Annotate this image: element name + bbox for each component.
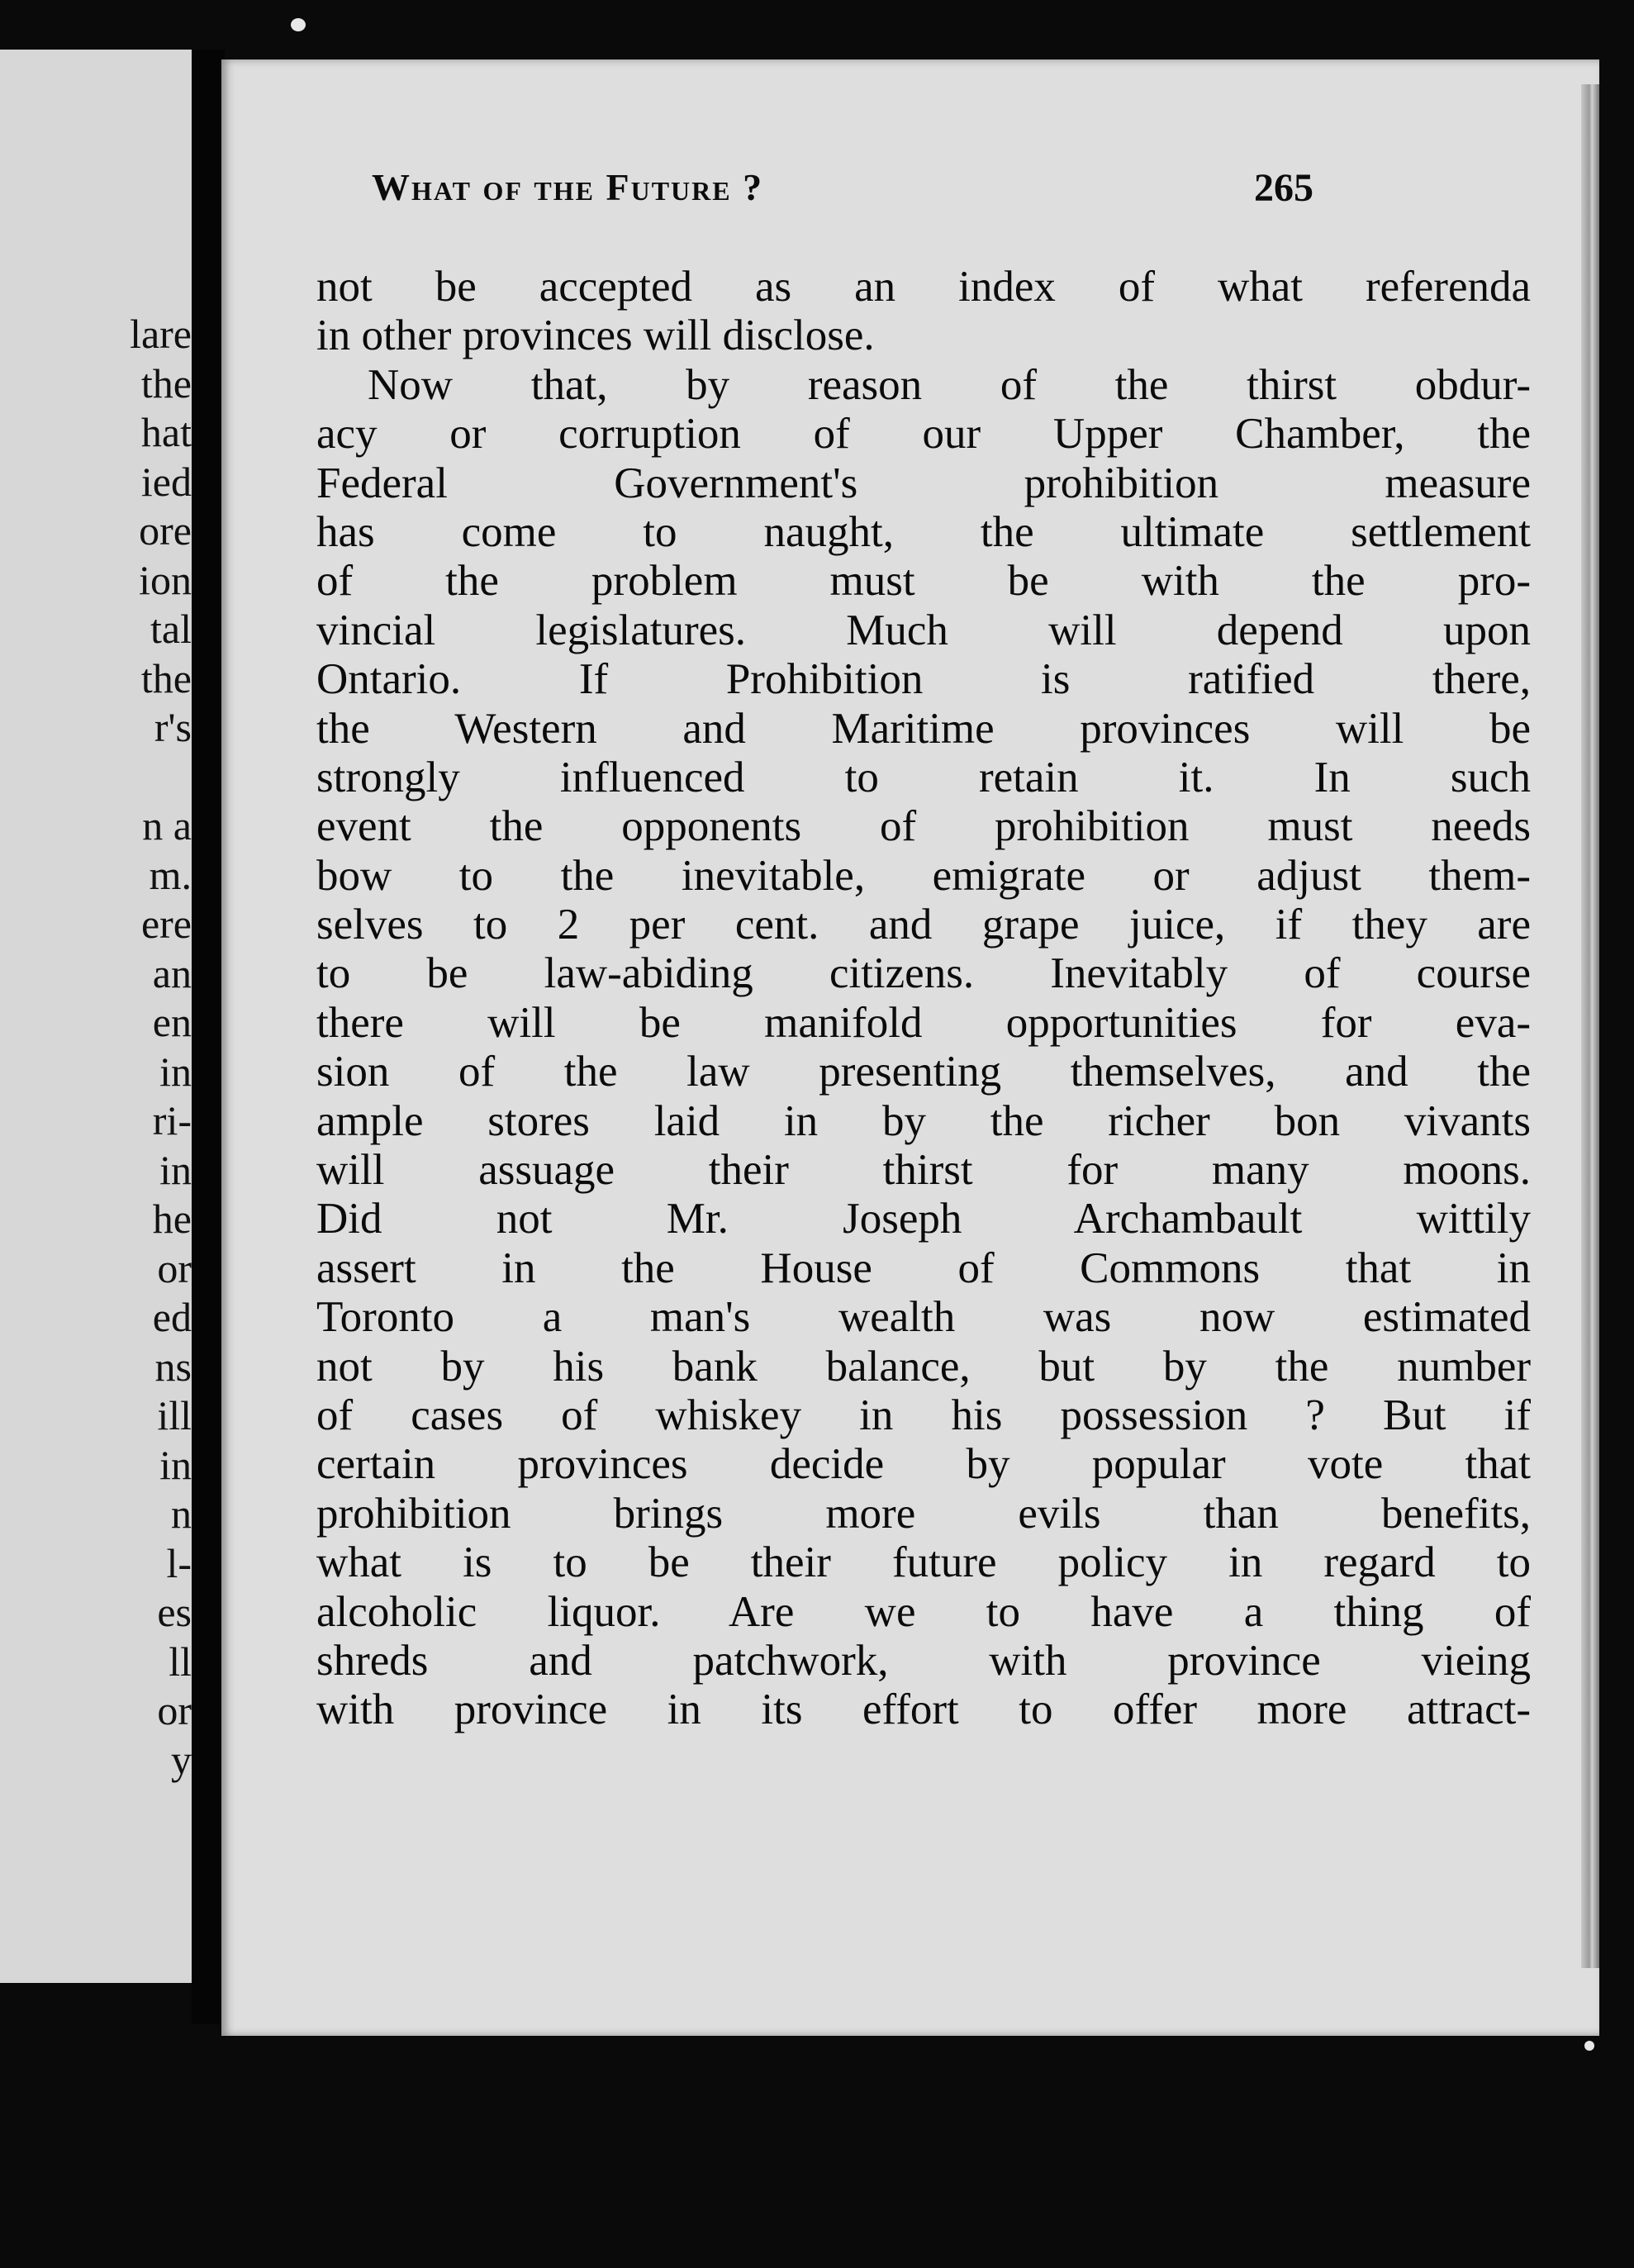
text-line: with province in its effort to offer more attract-: [316, 1686, 1531, 1734]
text-line: ample stores laid in by the richer bon vivants: [316, 1096, 1531, 1145]
left-page-line-text: n a: [142, 802, 192, 849]
left-page-line: [0, 556, 192, 606]
left-page-text: [0, 310, 192, 1785]
scan-speck: [1584, 2041, 1594, 2051]
left-page-line-text: l-: [166, 1539, 192, 1586]
left-page-line-text: ll: [169, 1638, 192, 1685]
left-page-line: [0, 1638, 192, 1687]
left-page-line: [0, 1293, 192, 1343]
text-line: sion of the law presenting themselves, and the: [316, 1048, 1531, 1096]
book-gutter: [192, 50, 225, 2024]
text-line: alcoholic liquor. Are we to have a thing of: [316, 1587, 1531, 1636]
left-page-line-text: ri-: [152, 1097, 192, 1144]
left-page-line-text: y: [171, 1736, 192, 1783]
left-page-line-text: ore: [139, 507, 192, 554]
text-line: selves to 2 per cent. and grape juice, if they are: [316, 901, 1531, 949]
left-page-line: [0, 1539, 192, 1589]
running-head: [372, 165, 1313, 231]
text-line: Did not Mr. Joseph Archambault wittily: [316, 1195, 1531, 1243]
page-number: 265: [1254, 166, 1313, 210]
text-line: bow to the inevitable, emigrate or adjust them-: [316, 851, 1531, 900]
page-edge: [1581, 84, 1599, 1968]
text-line: to be law-abiding citizens. Inevitably of course: [316, 949, 1531, 998]
left-page-line-text: or: [157, 1687, 192, 1733]
left-page-line: [0, 949, 192, 999]
left-page-line-text: ill: [157, 1392, 192, 1438]
left-page-line-text: ied: [140, 458, 192, 505]
left-page-line: [0, 1441, 192, 1491]
text-line: certain provinces decide by popular vote that: [316, 1440, 1531, 1489]
left-page-line-text: in: [159, 1048, 192, 1095]
scan-speck: [291, 18, 306, 31]
text-line: acy or corruption of our Upper Chamber, the: [316, 410, 1531, 459]
left-page-line: [0, 1588, 192, 1638]
left-page-line: [0, 1736, 192, 1785]
left-page-line: [0, 801, 192, 851]
left-page-line-text: hat: [140, 409, 192, 455]
left-page-line-text: tal: [150, 606, 192, 652]
left-page-line: [0, 1391, 192, 1441]
left-page-line-text: ion: [139, 556, 192, 603]
left-page-line-text: n: [171, 1491, 192, 1537]
text-line: Ontario. If Prohibition is ratified there,: [316, 655, 1531, 704]
left-page-line: [0, 1146, 192, 1196]
left-page-line: [0, 1195, 192, 1244]
left-page-line: [0, 1490, 192, 1539]
text-line: what is to be their future policy in regard to: [316, 1538, 1531, 1587]
left-page-line-text: ere: [140, 901, 192, 947]
left-page-line: [0, 1343, 192, 1392]
left-page-line: [0, 703, 192, 753]
left-page-line: [0, 506, 192, 556]
left-page-line-text: ns: [154, 1343, 192, 1390]
left-page-line: [0, 900, 192, 949]
left-page-line: [0, 408, 192, 458]
left-page-line: [0, 998, 192, 1048]
left-page-line-text: r's: [154, 704, 192, 750]
text-line: Federal Government's prohibition measure: [316, 459, 1531, 507]
body-text: [316, 263, 1531, 1735]
left-page-line: [0, 458, 192, 507]
running-title: What of the Future ?: [372, 166, 764, 208]
text-line: assert in the House of Commons that in: [316, 1243, 1531, 1292]
left-page-line-text: es: [157, 1589, 192, 1635]
left-page-line-text: an: [152, 949, 192, 996]
left-page-line: [0, 359, 192, 409]
left-page-line: [0, 654, 192, 704]
left-page-line-text: m.: [149, 851, 192, 898]
left-page-line-text: the: [140, 359, 192, 407]
left-page-line-text: en: [152, 999, 192, 1045]
text-line: shreds and patchwork, with province vieing: [316, 1636, 1531, 1685]
left-page-line: [0, 753, 192, 802]
left-page-fragment: [0, 50, 194, 1983]
left-page-line: [0, 1244, 192, 1294]
text-line: of the problem must be with the pro-: [316, 557, 1531, 606]
left-page-line: [0, 1096, 192, 1146]
left-page-line: [0, 605, 192, 654]
text-line: there will be manifold opportunities for eva-: [316, 998, 1531, 1047]
text-line: in other provinces will disclose.: [316, 311, 875, 360]
left-page-line: [0, 310, 192, 359]
text-line: Toronto a man's wealth was now estimated: [316, 1293, 1531, 1342]
text-line: strongly influenced to retain it. In such: [316, 753, 1531, 801]
text-line: vincial legislatures. Much will depend upon: [316, 606, 1531, 654]
text-line: not by his bank balance, but by the number: [316, 1342, 1531, 1391]
left-page-line-text: he: [152, 1196, 192, 1242]
left-page-line-text: ed: [152, 1294, 192, 1340]
text-line: Now that, by reason of the thirst obdur-: [368, 360, 1531, 409]
left-page-line-text: the: [140, 654, 192, 701]
left-page-line-text: or: [157, 1244, 192, 1291]
left-page-line-text: in: [159, 1146, 192, 1193]
text-line: event the opponents of prohibition must needs: [316, 802, 1531, 851]
left-page-line: [0, 1686, 192, 1736]
left-page-line: [0, 851, 192, 901]
text-line: will assuage their thirst for many moons.: [316, 1146, 1531, 1195]
text-line: of cases of whiskey in his possession ? But if: [316, 1391, 1531, 1439]
text-line: not be accepted as an index of what referenda: [316, 263, 1531, 311]
left-page-line-text: lare: [130, 311, 192, 357]
left-page-line-text: in: [159, 1441, 192, 1488]
text-line: the Western and Maritime provinces will be: [316, 704, 1531, 753]
text-line: has come to naught, the ultimate settlement: [316, 507, 1531, 556]
left-page-line: [0, 1048, 192, 1097]
text-line: prohibition brings more evils than benefits,: [316, 1489, 1531, 1538]
